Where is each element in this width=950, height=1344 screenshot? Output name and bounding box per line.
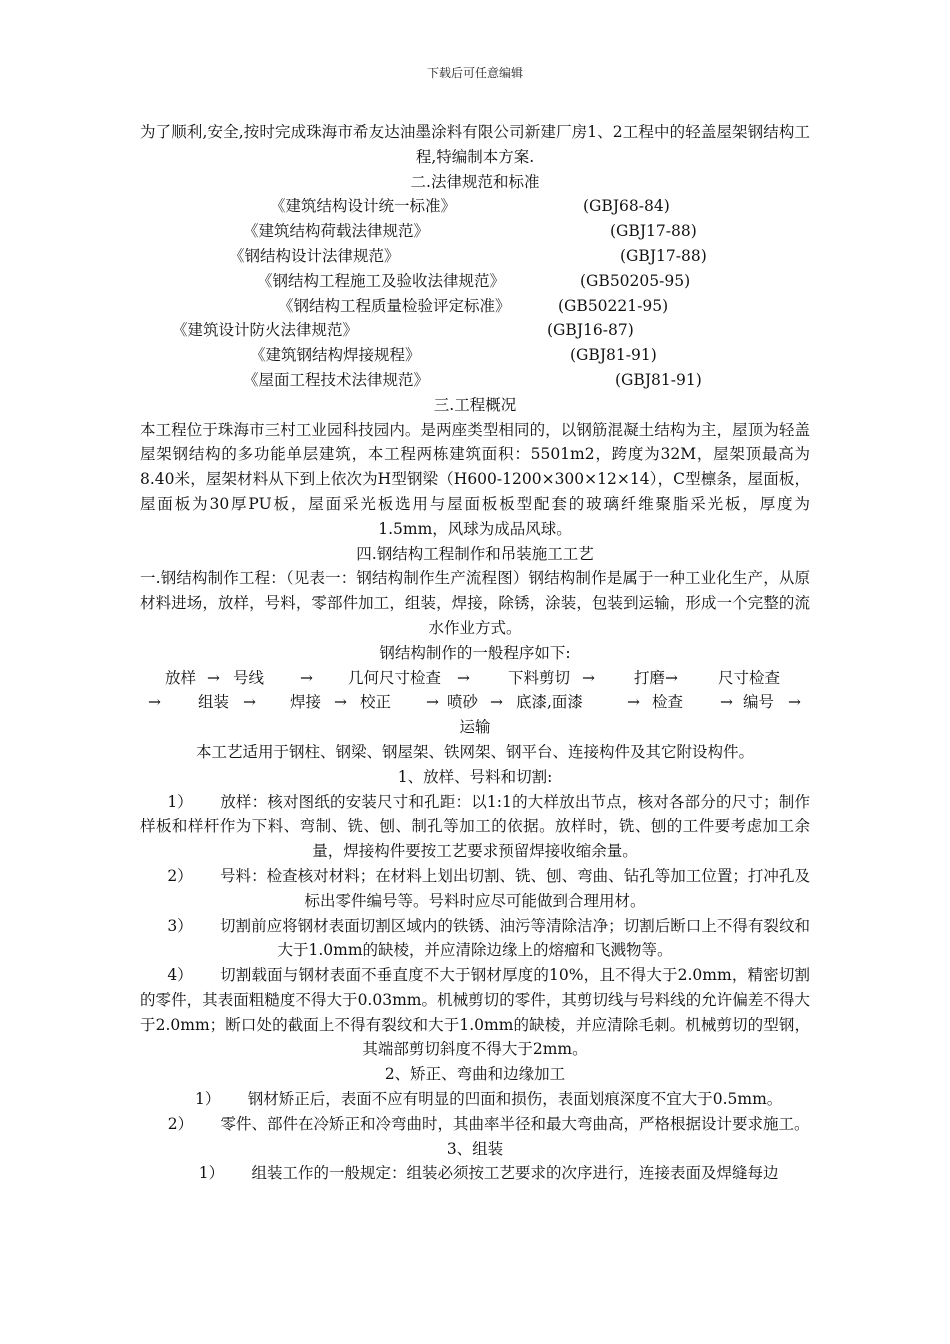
scope-paragraph: 本工艺适用于钢柱、钢梁、钢屋架、铁网架、钢平台、连接构件及其它附设构件。 xyxy=(195,742,754,761)
list-item xyxy=(140,1161,810,1186)
standard-row xyxy=(140,194,810,219)
arrow-icon: → xyxy=(148,693,161,712)
step-label: 号线 xyxy=(233,668,265,687)
standard-name: 《建筑钢结构焊接规程》 xyxy=(250,346,421,365)
procedure-title: 钢结构制作的一般程序如下: xyxy=(379,643,571,662)
step-label: 放样 xyxy=(165,668,197,687)
subsection-1-title: 1、放样、号料和切割: xyxy=(397,767,553,786)
item-number: 1） xyxy=(198,1164,225,1183)
item-text: 号料：检查核对材料；在材料上划出切割、铣、刨、弯曲、钻孔等加工位置；打冲孔及标出零件编号等。号料时应尽可能做到合理用材。 xyxy=(220,866,810,910)
procedure-sequence-row-1 xyxy=(140,666,810,691)
standard-code: (GB50205-95) xyxy=(580,271,691,290)
list-item xyxy=(140,963,810,1062)
item-text: 钢材矫正后，表面不应有明显的凹面和损伤，表面划痕深度不宜大于0.5mm。 xyxy=(247,1090,783,1109)
step-label: 组装 xyxy=(198,693,230,712)
arrow-icon: → xyxy=(788,693,801,712)
standard-row xyxy=(140,244,810,269)
standard-code: (GBJ81-91) xyxy=(615,370,702,389)
item-number: 4） xyxy=(167,966,193,985)
list-item xyxy=(140,790,810,864)
page-header: 下载后可任意编辑 xyxy=(426,66,523,80)
standard-name: 《建筑结构设计统一标准》 xyxy=(270,197,457,216)
item-text: 切割载面与钢材表面不垂直度不大于钢材厚度的10%，且不得大于2.0mm，精密切割的零件，其表面粗糙度不得大于0.03mm。机械剪切的零件，其剪切线与号料线的允许偏差不得大于2.0mm；断口处的截面上不得有裂纹和大于1.0mm的缺棱，并应清除毛刺。机械剪切的型钢，其端部剪切斜度不得大于2mm。 xyxy=(140,966,810,1059)
standard-name: 《钢结构工程施工及验收法律规范》 xyxy=(257,271,506,290)
section-3-title: 三.工程概况 xyxy=(433,395,517,414)
item-text: 切割前应将钢材表面切割区域内的铁锈、油污等清除洁净；切割后断口上不得有裂纹和大于1.0mm的缺棱，并应清除边缘上的熔瘤和飞溅物等。 xyxy=(220,916,810,960)
arrow-icon: → xyxy=(207,668,220,687)
standard-code: (GB50221-95) xyxy=(558,296,669,315)
item-number: 1） xyxy=(167,792,193,811)
arrow-icon: → xyxy=(490,693,503,712)
standard-name: 《屋面工程技术法律规范》 xyxy=(243,370,430,389)
step-label: 尺寸检查 xyxy=(718,668,781,687)
standard-name: 《建筑结构荷载法律规范》 xyxy=(243,222,430,241)
arrow-icon: → xyxy=(243,693,256,712)
document-body xyxy=(140,120,810,1186)
subsection-3-title: 3、组装 xyxy=(446,1139,504,1158)
standard-code: (GBJ68-84) xyxy=(583,197,670,216)
step-label: 打磨→ xyxy=(634,668,678,687)
standard-name: 《钢结构工程质量检验评定标准》 xyxy=(278,296,511,315)
arrow-icon: → xyxy=(582,668,595,687)
standard-row xyxy=(140,269,810,294)
item-text: 组装工作的一般规定：组装必须按工艺要求的次序进行，连接表面及焊缝每边 xyxy=(251,1164,779,1183)
step-label: 焊接 xyxy=(290,693,322,712)
arrow-icon: → xyxy=(627,693,640,712)
procedure-sequence-row-2 xyxy=(140,690,810,715)
item-number: 1） xyxy=(195,1090,221,1109)
arrow-icon: → xyxy=(426,693,439,712)
arrow-icon: → xyxy=(457,668,470,687)
standard-row xyxy=(140,294,810,319)
standard-row xyxy=(140,368,810,393)
overview-paragraph: 本工程位于珠海市三村工业园科技园内。是两座类型相同的，以钢筋混凝土结构为主，屋顶为轻盖屋架钢结构的多功能单层建筑，本工程两栋建筑面积：5501m2，跨度为32M，屋架顶最高为8.40米，屋架材料从下到上依次为H型钢梁（H600-1200×300×12×14），C型檩条，屋面板，屋面板为30厚PU板，屋面采光板选用与屋面板板型配套的玻璃纤维聚脂采光板，厚度为1.5mm，风球为成品风球。 xyxy=(140,420,810,538)
step-label: 几何尺寸检查 xyxy=(348,668,442,687)
standard-row xyxy=(140,318,810,343)
list-item xyxy=(140,864,810,914)
step-label: 底漆,面漆 xyxy=(516,693,583,712)
standard-code: (GBJ16-87) xyxy=(547,321,634,340)
step-label: 校正 xyxy=(360,693,392,712)
arrow-icon: → xyxy=(720,693,733,712)
step-label: 检查 xyxy=(652,693,684,712)
step-label: 编号 xyxy=(743,693,775,712)
subsection-2-title: 2、矫正、弯曲和边缘加工 xyxy=(384,1065,566,1084)
item-number: 2） xyxy=(167,866,193,885)
standard-row xyxy=(140,219,810,244)
standard-code: (GBJ17-88) xyxy=(620,246,707,265)
list-item xyxy=(140,1087,810,1112)
standards-list xyxy=(140,194,810,392)
standard-name: 《钢结构设计法律规范》 xyxy=(229,246,400,265)
arrow-icon: → xyxy=(300,668,313,687)
part-1-paragraph: 一.钢结构制作工程：（见表一：钢结构制作生产流程图）钢结构制作是属于一种工业化生产，从原材料进场，放样，号料，零部件加工，组装，焊接，除锈，涂装，包装到运输，形成一个完整的流水作业方式。 xyxy=(140,569,810,637)
standard-row xyxy=(140,343,810,368)
item-text: 放样：核对图纸的安装尺寸和孔距：以1:1的大样放出节点，核对各部分的尺寸；制作样板和样杆作为下料、弯制、铣、刨、制孔等加工的依据。放样时，铣、刨的工件要考虑加工余量，焊接构件要按工艺要求预留焊接收缩余量。 xyxy=(140,792,810,861)
standard-code: (GBJ17-88) xyxy=(610,222,697,241)
standard-name: 《建筑设计防火法律规范》 xyxy=(172,321,359,340)
step-label: 下料剪切 xyxy=(508,668,571,687)
arrow-icon: → xyxy=(334,693,347,712)
section-2-title: 二.法律规范和标准 xyxy=(410,172,540,191)
item-number: 2） xyxy=(167,1114,194,1133)
item-text: 零件、部件在冷矫正和冷弯曲时，其曲率半径和最大弯曲高，严格根据设计要求施工。 xyxy=(220,1114,810,1133)
procedure-end-step: 运输 xyxy=(459,718,491,737)
section-4-title: 四.钢结构工程制作和吊装施工工艺 xyxy=(356,544,594,563)
item-number: 3） xyxy=(167,916,193,935)
standard-code: (GBJ81-91) xyxy=(570,346,657,365)
intro-paragraph: 为了顺利,安全,按时完成珠海市希友达油墨涂料有限公司新建厂房1、2工程中的轻盖屋架钢结构工程,特编制本方案. xyxy=(140,123,810,166)
list-item xyxy=(140,1112,810,1137)
step-label: 喷砂 xyxy=(447,693,479,712)
list-item xyxy=(140,914,810,964)
